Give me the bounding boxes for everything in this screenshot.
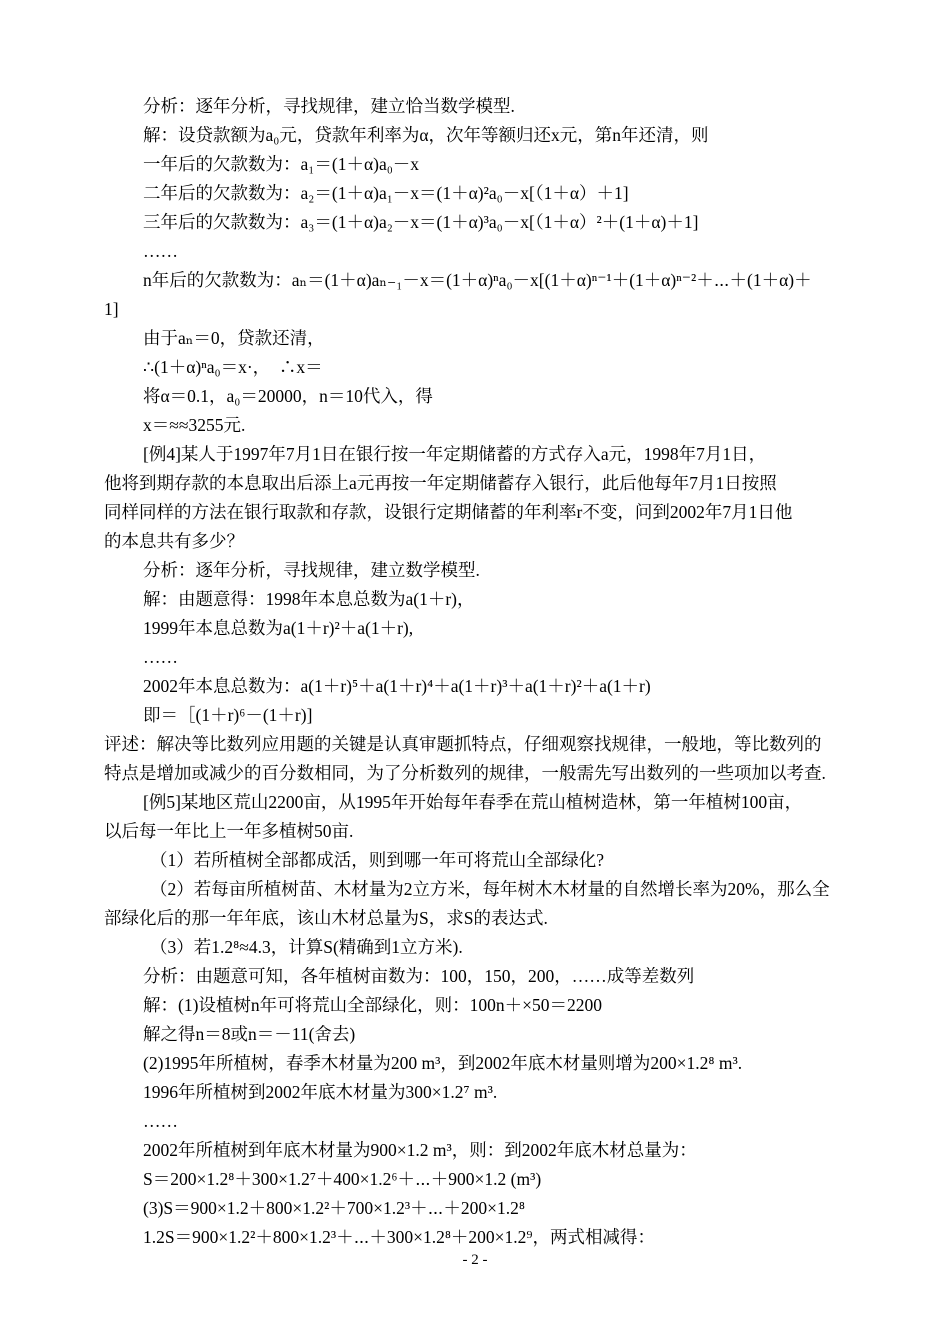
text-line: …… [143, 1111, 178, 1131]
text-line: 一年后的欠款数为：a₁＝(1＋α)a₀－x [143, 154, 420, 174]
text-line: 2002年所植树到年底木材量为900×1.2 m³，则：到2002年底木材总量为： [143, 1140, 697, 1160]
text-line: 1.2S＝900×1.2²＋800×1.2³＋⋯＋300×1.2⁸＋200×1.2⁹，两式相减得： [143, 1227, 656, 1247]
text-line: 特点是增加或减少的百分数相同，为了分析数列的规律，一般需先写出数列的一些项加以考查. [104, 763, 826, 783]
text-line: 2002年本息总数为：a(1＋r)⁵＋a(1＋r)⁴＋a(1＋r)³＋a(1＋r)²＋a(1＋r) [143, 676, 651, 696]
text-line: 分析：由题意可知，各年植树亩数为：100，150，200，……成等差数列 [143, 966, 695, 986]
text-line: 解：由题意得：1998年本息总数为a(1＋r)， [143, 589, 475, 609]
text-line: 部绿化后的那一年年底，该山木材总量为S，求S的表达式. [104, 908, 548, 928]
text-line: 三年后的欠款数为：a₃＝(1＋α)a₂－x＝(1＋α)³a₀－x[（1＋α）²＋(1＋α)＋1] [143, 212, 699, 232]
page-number: - 2 - [462, 1252, 488, 1268]
text-line: [例5]某地区荒山2200亩，从1995年开始每年春季在荒山植树造林，第一年植树100亩， [143, 792, 803, 812]
text-line: …… [143, 647, 178, 667]
text-line: （2）若每亩所植树苗、木材量为2立方米，每年树木木材量的自然增长率为20%，那么全 [150, 879, 830, 899]
text-line: 他将到期存款的本息取出后添上a元再按一年定期储蓄存入银行，此后他每年7月1日按照 [104, 473, 777, 493]
text-line: 以后每一年比上一年多植树50亩. [104, 821, 354, 841]
text-line: ∴(1＋α)ⁿa₀＝x·， ∴x＝ [143, 357, 323, 377]
text-line: 由于aₙ＝0，贷款还清， [143, 328, 325, 348]
text-line: 解：设贷款额为a₀元，贷款年利率为α，次年等额归还x元，第n年还清，则 [143, 125, 709, 145]
text-line: n年后的欠款数为：aₙ＝(1＋α)aₙ₋₁－x＝(1＋α)ⁿa₀－x[(1＋α)ⁿ⁻¹＋(1＋α)ⁿ⁻²＋⋯＋(1＋α)＋ [143, 270, 812, 290]
text-line: x＝≈≈3255元. [143, 415, 246, 435]
text-line: …… [143, 241, 178, 261]
text-line: 二年后的欠款数为：a₂＝(1＋α)a₁－x＝(1＋α)²a₀－x[（1＋α）＋1] [143, 183, 629, 203]
text-line: 分析：逐年分析，寻找规律，建立数学模型. [143, 560, 480, 580]
text-line: (3)S＝900×1.2＋800×1.2²＋700×1.2³＋⋯＋200×1.2⁸ [143, 1198, 525, 1218]
text-line: 即＝［(1＋r)⁶－(1＋r)] [143, 705, 313, 725]
text-line: （1）若所植树全部都成活，则到哪一年可将荒山全部绿化? [150, 850, 605, 870]
text-line: 将α＝0.1，a₀＝20000，n＝10代入，得 [143, 386, 433, 406]
text-line: 评述：解决等比数列应用题的关键是认真审题抓特点，仔细观察找规律，一般地，等比数列的 [104, 734, 822, 754]
text-line: 1] [104, 299, 119, 319]
text-line: 分析：逐年分析，寻找规律，建立恰当数学模型. [143, 96, 515, 116]
text-line: S＝200×1.2⁸＋300×1.2⁷＋400×1.2⁶＋⋯＋900×1.2 (m³) [143, 1169, 542, 1189]
text-line: 的本息共有多少？ [104, 531, 244, 551]
text-line: 解之得n＝8或n＝－11(舍去) [143, 1024, 356, 1044]
text-line: (2)1995年所植树，春季木材量为200 m³，到2002年底木材量则增为200×1.2⁸ m³. [143, 1053, 743, 1073]
text-line: 解：(1)设植树n年可将荒山全部绿化，则：100n＋×50＝2200 [143, 995, 603, 1015]
text-line: [例4]某人于1997年7月1日在银行按一年定期储蓄的方式存入a元，1998年7月1日， [143, 444, 767, 464]
text-line: 1996年所植树到2002年底木材量为300×1.2⁷ m³. [143, 1082, 498, 1102]
text-line: 同样同样的方法在银行取款和存款，设银行定期储蓄的年利率r不变，问到2002年7月1日他 [104, 502, 793, 522]
text-line: 1999年本息总数为a(1＋r)²＋a(1＋r), [143, 618, 414, 638]
text-line: （3）若1.2⁸≈4.3，计算S(精确到1立方米). [150, 937, 463, 957]
